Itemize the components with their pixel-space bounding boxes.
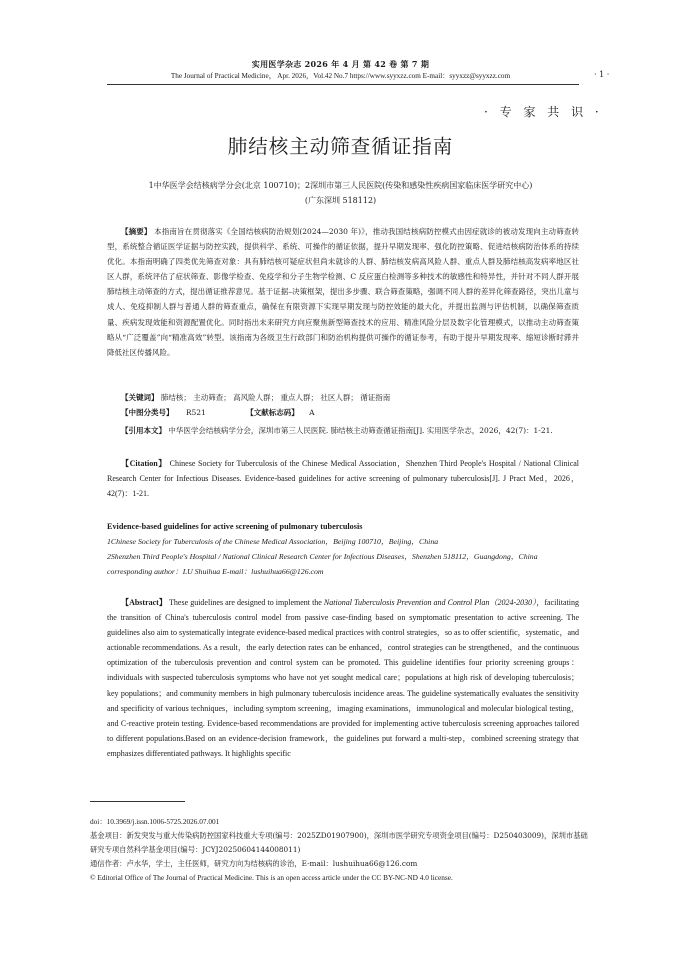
affiliations-en bbox=[107, 534, 579, 580]
doc-code-value: A bbox=[309, 408, 315, 417]
article-title-en: Evidence-based guidelines for active screening of pulmonary tuberculosis bbox=[107, 522, 363, 531]
citation-en-label: 【Citation】 bbox=[121, 459, 167, 468]
affiliation-en-2: 2Shenzhen Third People's Hospital / National Clinical Research Center for Infectious Diseases，Shenzhen 518112，Guangdong，China bbox=[107, 552, 538, 562]
abstract-en-text: ，facilitating the transition of China's tuberculosis control model from passive case-finding based on symptomatic presentation to active screening. The guidelines also aim to systematically integrate evidence-based medical practices with control strategies，so as to offer scientific，systematic，and actionable recommendations. As a result，the early detection rates can be enhanced，control strategies can be strengthened，and the continuous optimization of the tuberculosis prevention and control system can be promoted. This guideline identifies four priority screening groups：individuals with suspected tuberculosis symptoms who have not yet sought medical care；populations at high risk of developing tuberculosis；key populations；and community members in high pulmonary tuberculosis incidence areas. The guideline systematically evaluates the sensitivity and specificity of various techniques，including symptom screening，imaging examinations，immunological and molecular biological testing，and C-reactive protein testing. Evidence-based recommendations are provided for implementing active tuberculosis screening approaches tailored to different populations.Based on an evidence-decision framework，the guidelines put forward a multi-step，combined screening strategy that emphasizes differentiated pathways. It highlights specific bbox=[107, 598, 579, 758]
clc-value: R521 bbox=[185, 408, 206, 417]
abstract-cn-label: 【摘要】 bbox=[121, 227, 152, 236]
journal-header-en: The Journal of Practical Medicine， Apr. 2026，Vol.42 No.7 https://www.syyxzz.com E-mail：syyxzz@syyxzz.com bbox=[170, 72, 511, 80]
classification-row bbox=[121, 407, 581, 418]
keywords-cn-text: 肺结核； 主动筛查； 高风险人群； 重点人群； 社区人群； 循证指南 bbox=[160, 393, 391, 402]
affiliations-cn-line2: (广东深圳 518112) bbox=[304, 196, 377, 205]
abstract-en bbox=[107, 595, 579, 761]
section-tag: · 专 家 共 识 · bbox=[484, 105, 603, 119]
abstract-cn-text: 本指南旨在贯彻落实《全国结核病防治规划(2024—2030 年)》，推动我国结核病防控模式由因症就诊的被动发现向主动筛查转型，系统整合循证医学证据与防控实践，提供科学、系统、可操作的循证依据，提升早期发现率、强化防控策略、促进结核病防治体系的持续优化。本指南明确了四类优先筛查对象：具有肺结核可疑症状但尚未就诊的人群、肺结核发病高风险人群、重点人群及肺结核高发病率地区社区人群，系统评估了症状筛查、影像学检查、免疫学和分子生物学检测、C 反应蛋白检测等多种技术的敏感性和特异性，并针对不同人群开展肺结核主动筛查的方式，提出循证推荐意见。基于证据–决策框架，提出多步骤、联合筛查策略，强调不同人群的差异化筛查路径，突出儿童与成人、免疫抑制人群与普通人群的筛查重点，确保在有限资源下实现早期发现与防控效能的最大化，并提出监测与评估机制，以确保筛查质量、疾病发现效能和资源配置优化。同时指出未来研究方向应聚焦新型筛查技术的应用、精准风险分层及数字化管理模式，以推动主动筛查策略从“广泛覆盖”向“精准高效”转型。该指南为各级卫生行政部门和防治机构提供可操作的循证参考，有助于提升早期发现率、缩短诊断时滞并降低社区传播风险。 bbox=[107, 227, 579, 357]
keywords-cn bbox=[121, 392, 390, 403]
doc-code-label: 【文献标志码】 bbox=[246, 408, 299, 417]
affiliations-cn-line1: 1中华医学会结核病学分会(北京 100710)；2深圳市第三人民医院(传染和感染性疾病国家临床医学研究中心) bbox=[148, 181, 533, 190]
citation-cn bbox=[107, 423, 579, 438]
footnote-copyright: © Editorial Office of The Journal of Practical Medicine. This is an open access article under the CC BY-NC-ND 4.0 license. bbox=[90, 873, 453, 882]
citation-cn-label: 【引用本文】 bbox=[121, 426, 166, 435]
footnote-doi: doi：10.3969/j.issn.1006-5725.2026.07.001 bbox=[90, 817, 220, 826]
citation-en bbox=[107, 456, 579, 501]
abstract-en-plan-title: National Tuberculosis Prevention and Control Plan（2024-2030） bbox=[323, 598, 537, 607]
abstract-cn bbox=[107, 224, 579, 360]
article-title-cn: 肺结核主动筛查循证指南 bbox=[227, 135, 454, 158]
affiliation-en-1: 1Chinese Society for Tuberculosis of the Chinese Medical Association，Beijing 100710，Beijing，China bbox=[107, 537, 439, 546]
keywords-cn-label: 【关键词】 bbox=[121, 393, 159, 402]
citation-en-text: Chinese Society for Tuberculosis of the Chinese Medical Association，Shenzhen Third People's Hospital / National Clinical Research Center for Infectious Diseases. Evidence-based guidelines for active screening of pulmonary tuberculosis[J]. J Pract Med，2026，42(7)：1-21. bbox=[107, 459, 580, 499]
clc-label: 【中图分类号】 bbox=[121, 408, 174, 417]
abstract-en-lead: These guidelines are designed to implement the bbox=[169, 598, 324, 607]
corresponding-author: corresponding author：LU Shuihua E-mail：lushuihua66@126.com bbox=[107, 567, 324, 577]
footnote-correspondence: 通信作者：卢水华，学士，主任医师，研究方向为结核病的诊治，E-mail：lushuihua66@126.com bbox=[90, 859, 418, 868]
footnote-rule bbox=[90, 801, 185, 802]
page-number: · 1 · bbox=[594, 70, 610, 79]
citation-cn-text: 中华医学会结核病学分会，深圳市第三人民医院. 肺结核主动筛查循证指南[J]. 实用医学杂志，2026，42(7)：1-21. bbox=[168, 426, 553, 435]
header-rule bbox=[107, 84, 579, 85]
abstract-en-label: 【Abstract】 bbox=[121, 598, 167, 607]
footnote-funding: 基金项目：新发突发与重大传染病防控国家科技重大专项(编号：2025ZD01907900)，深圳市医学研究专项资金项目(编号：D250403009)，深圳市基础研究专项自然科学基金项目(编号：JCYJ20250604144008011) bbox=[90, 831, 588, 854]
journal-header-cn: 实用医学杂志 2026 年 4 月 第 42 卷 第 7 期 bbox=[251, 59, 430, 69]
